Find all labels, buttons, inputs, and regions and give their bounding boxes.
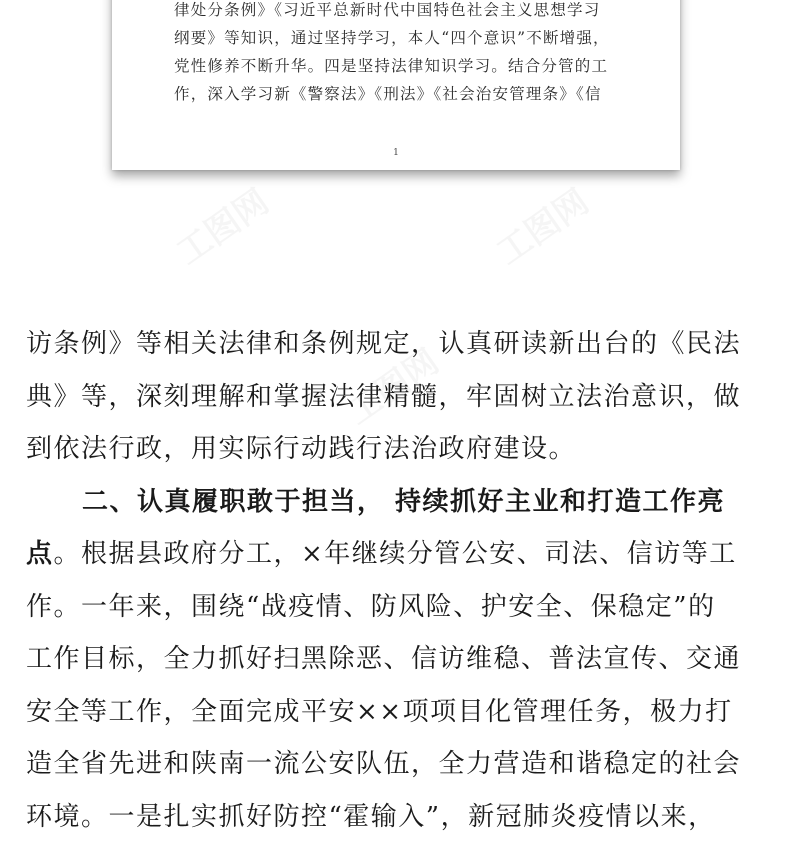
section-heading: 二、认真履职敢于担当， 持续抓好主业和打造工作亮 (82, 476, 786, 529)
page-preview-line: 纲要》等知识，通过坚持学习，本人“四个意识”不断增强， (174, 24, 624, 52)
page-preview-line: 党性修养不断升华。四是坚持法律知识学习。结合分管的工 (174, 52, 624, 80)
body-line: 访条例》等相关法律和条例规定，认真研读新出台的《民法 (26, 318, 786, 371)
body-line: 作。一年来，围绕“战疫情、防风险、护安全、保稳定”的 (26, 581, 786, 634)
page-number: 1 (112, 148, 680, 158)
body-line-text: 。根据县政府分工，×年继续分管公安、司法、信访等工 (54, 539, 737, 569)
body-line: 典》等，深刻理解和掌握法律精髓，牢固树立法治意识，做 (26, 371, 786, 424)
section-heading-continuation: 点 (26, 539, 54, 569)
body-line: 工作目标，全力抓好扫黑除恶、信访维稳、普法宣传、交通 (26, 633, 786, 686)
page-preview-line: 律处分条例》《习近平总新时代中国特色社会主义思想学习 (174, 0, 624, 24)
body-line: 到依法行政，用实际行动践行法治政府建设。 (26, 423, 786, 476)
watermark (165, 175, 277, 274)
page-preview-text (174, 0, 624, 108)
body-line: 造全省先进和陕南一流公安队伍，全力营造和谐稳定的社会 (26, 738, 786, 791)
document-page-preview (112, 0, 680, 170)
document-body (26, 318, 786, 843)
watermark (485, 175, 597, 274)
page-preview-line: 作，深入学习新《警察法》《刑法》《社会治安管理条》《信 (174, 80, 624, 108)
body-line: 环境。一是扎实抓好防控“霍输入”，新冠肺炎疫情以来， (26, 791, 786, 843)
body-line (26, 528, 786, 581)
body-line: 安全等工作，全面完成平安××项项目化管理任务，极力打 (26, 686, 786, 739)
